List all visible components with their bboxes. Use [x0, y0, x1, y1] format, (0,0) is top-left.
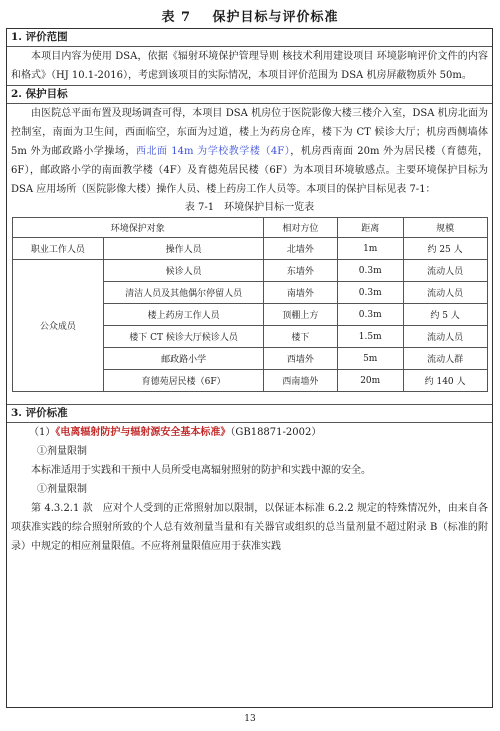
- standard-prefix: （1）: [29, 427, 56, 438]
- cell-direction: 西墙外: [263, 348, 337, 370]
- section3: [7, 404, 492, 556]
- cell-scale: 流动人员: [403, 326, 487, 348]
- clause-text: 第 4.3.2.1 款 应对个人受到的正常照射加以限制，以保证本标准 6.2.2 规定的特殊情况外，由来自各项获准实践的综合照射所致的个人总有效剂量当量和有关器官或组织的总当量剂量不超过附录 B（标准的附录）中规定的相应剂量限值。不应将剂量限值应用于获准实践: [11, 503, 488, 552]
- cell-scale: 约 25 人: [403, 238, 487, 260]
- group-public: 公众成员: [12, 260, 104, 392]
- standard-scope-text: 本标准适用于实践和干预中人员所受电离辐射照射的防护和实践中源的安全。: [31, 465, 371, 476]
- col-header-distance: 距离: [337, 218, 403, 238]
- section3-title: 3. 评价标准: [7, 405, 492, 423]
- cell-distance: 1m: [337, 238, 403, 260]
- group-occupational: 职业工作人员: [12, 238, 104, 260]
- cell-object: 楼下 CT 候诊大厅候诊人员: [104, 326, 264, 348]
- section2-text-a: 由医院总平面布置及现场调查可得，本项目 DSA 机房位于医院影像大楼三楼介入室，DSA 机房北面为控制室，南面为卫生间，西面临空，东面为过道，楼上为药房仓库，楼下为 CT 候诊大厅；机房西侧墙体 5m 外为邮政路小学操场，: [11, 108, 488, 157]
- table-number: 表 7: [161, 10, 192, 25]
- section2-text-b: ，机房西南面 20m 外为居民楼（育德苑，6F），邮政路小学的南面教学楼（4F）及育德苑居民楼（6F）为本项目环境敏感点。主要环境保护目标为 DSA 应用场所（医院影像大楼）操作人员、楼上药房工作人员等。本项目的保护目标见表 7-1：: [11, 146, 488, 195]
- cell-object: 清洁人员及其他偶尔停留人员: [104, 282, 264, 304]
- cell-scale: 约 140 人: [403, 370, 487, 392]
- page-number: 13: [244, 714, 256, 724]
- cell-distance: 0.3m: [337, 282, 403, 304]
- cell-distance: 5m: [337, 348, 403, 370]
- cell-scale: 流动人员: [403, 282, 487, 304]
- cell-scale: 约 5 人: [403, 304, 487, 326]
- content-frame: [6, 28, 493, 708]
- table-row: [12, 260, 487, 282]
- standard-code: （GB18871-2002）: [230, 427, 322, 438]
- cell-object: 操作人员: [104, 238, 264, 260]
- protection-targets-table: [12, 217, 488, 392]
- table-title: 保护目标与评价标准: [212, 10, 339, 25]
- cell-object: 候诊人员: [104, 260, 264, 282]
- cell-direction: 北墙外: [263, 238, 337, 260]
- cell-direction: 西南墙外: [263, 370, 337, 392]
- cell-direction: 顶棚上方: [263, 304, 337, 326]
- page-title: [0, 6, 500, 25]
- section2-body: [7, 104, 492, 199]
- cell-distance: 20m: [337, 370, 403, 392]
- table-header-row: [12, 218, 487, 238]
- cell-direction: 东墙外: [263, 260, 337, 282]
- cell-scale: 流动人员: [403, 260, 487, 282]
- section2-title: 2. 保护目标: [7, 85, 492, 104]
- subheading-dose-limit-2: ①剂量限制: [37, 484, 87, 495]
- cell-direction: 南墙外: [263, 282, 337, 304]
- cell-object: 楼上药房工作人员: [104, 304, 264, 326]
- standard-title: [7, 423, 492, 442]
- cell-scale: 流动人群: [403, 348, 487, 370]
- col-header-direction: 相对方位: [263, 218, 337, 238]
- cell-distance: 1.5m: [337, 326, 403, 348]
- table-caption: 表 7-1 环境保护目标一览表: [184, 202, 315, 213]
- section1-title: 1. 评价范围: [7, 29, 492, 47]
- section1-body: 本项目内容为使用 DSA，依据《辐射环境保护管理导则 核技术利用建设项目 环境影响评价文件的内容和格式》（HJ 10.1-2016），考虑到该项目的实际情况，本项目评价范围为 DSA 机房屏蔽物质外 50m。: [11, 51, 488, 81]
- col-header-object: 环境保护对象: [12, 218, 263, 238]
- col-header-scale: 规模: [403, 218, 487, 238]
- cell-distance: 0.3m: [337, 260, 403, 282]
- cell-object: 育德苑居民楼（6F）: [104, 370, 264, 392]
- cell-distance: 0.3m: [337, 304, 403, 326]
- subheading-dose-limit-1: ①剂量限制: [37, 446, 87, 457]
- cell-object: 邮政路小学: [104, 348, 264, 370]
- standard-name: 《电离辐射防护与辐射源安全基本标准》: [55, 427, 231, 438]
- section2-highlight: 西北面 14m 为学校教学楼（4F）: [135, 146, 291, 157]
- cell-direction: 楼下: [263, 326, 337, 348]
- table-row: [12, 238, 487, 260]
